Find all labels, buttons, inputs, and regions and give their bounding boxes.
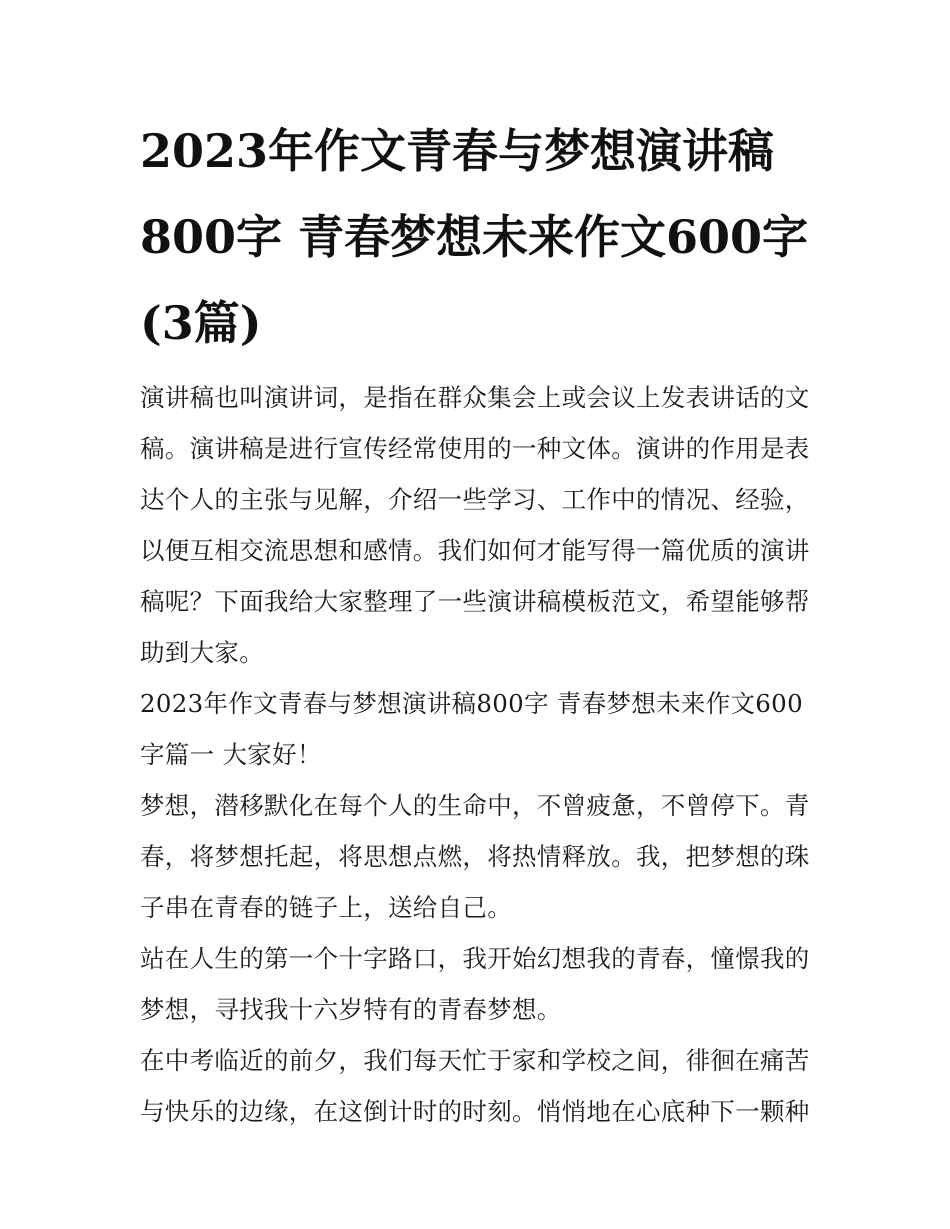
paragraph-exam-eve: 在中考临近的前夕，我们每天忙于家和学校之间，徘徊在痛苦与快乐的边缘，在这倒计时的时刻。悄悄地在心底种下一颗种 [140,1046,810,1126]
document-title: 2023年作文青春与梦想演讲稿800字 青春梦想未来作文600字(3篇) [140,124,809,350]
paragraph-essay-heading: 2023年作文青春与梦想演讲稿800字 青春梦想未来作文600字篇一 大家好！ [140,689,803,769]
paragraph-intro: 演讲稿也叫演讲词，是指在群众集会上或会议上发表讲话的文稿。演讲稿是进行宣传经常使用的一种文体。演讲的作用是表达个人的主张与见解，介绍一些学习、工作中的情况、经验，以便互相交流思想和感情。我们如何才能写得一篇优质的演讲稿呢？下面我给大家整理了一些演讲稿模板范文，希望能够帮助到大家。 [140,383,810,667]
document-content [140,108,812,1137]
paragraph-dream-youth: 梦想，潜移默化在每个人的生命中，不曾疲惫，不曾停下。青春，将梦想托起，将思想点燃，将热情释放。我，把梦想的珠子串在青春的链子上，送给自己。 [140,791,810,922]
paragraph-crossroads: 站在人生的第一个十字路口，我开始幻想我的青春，憧憬我的梦想，寻找我十六岁特有的青春梦想。 [140,944,810,1024]
